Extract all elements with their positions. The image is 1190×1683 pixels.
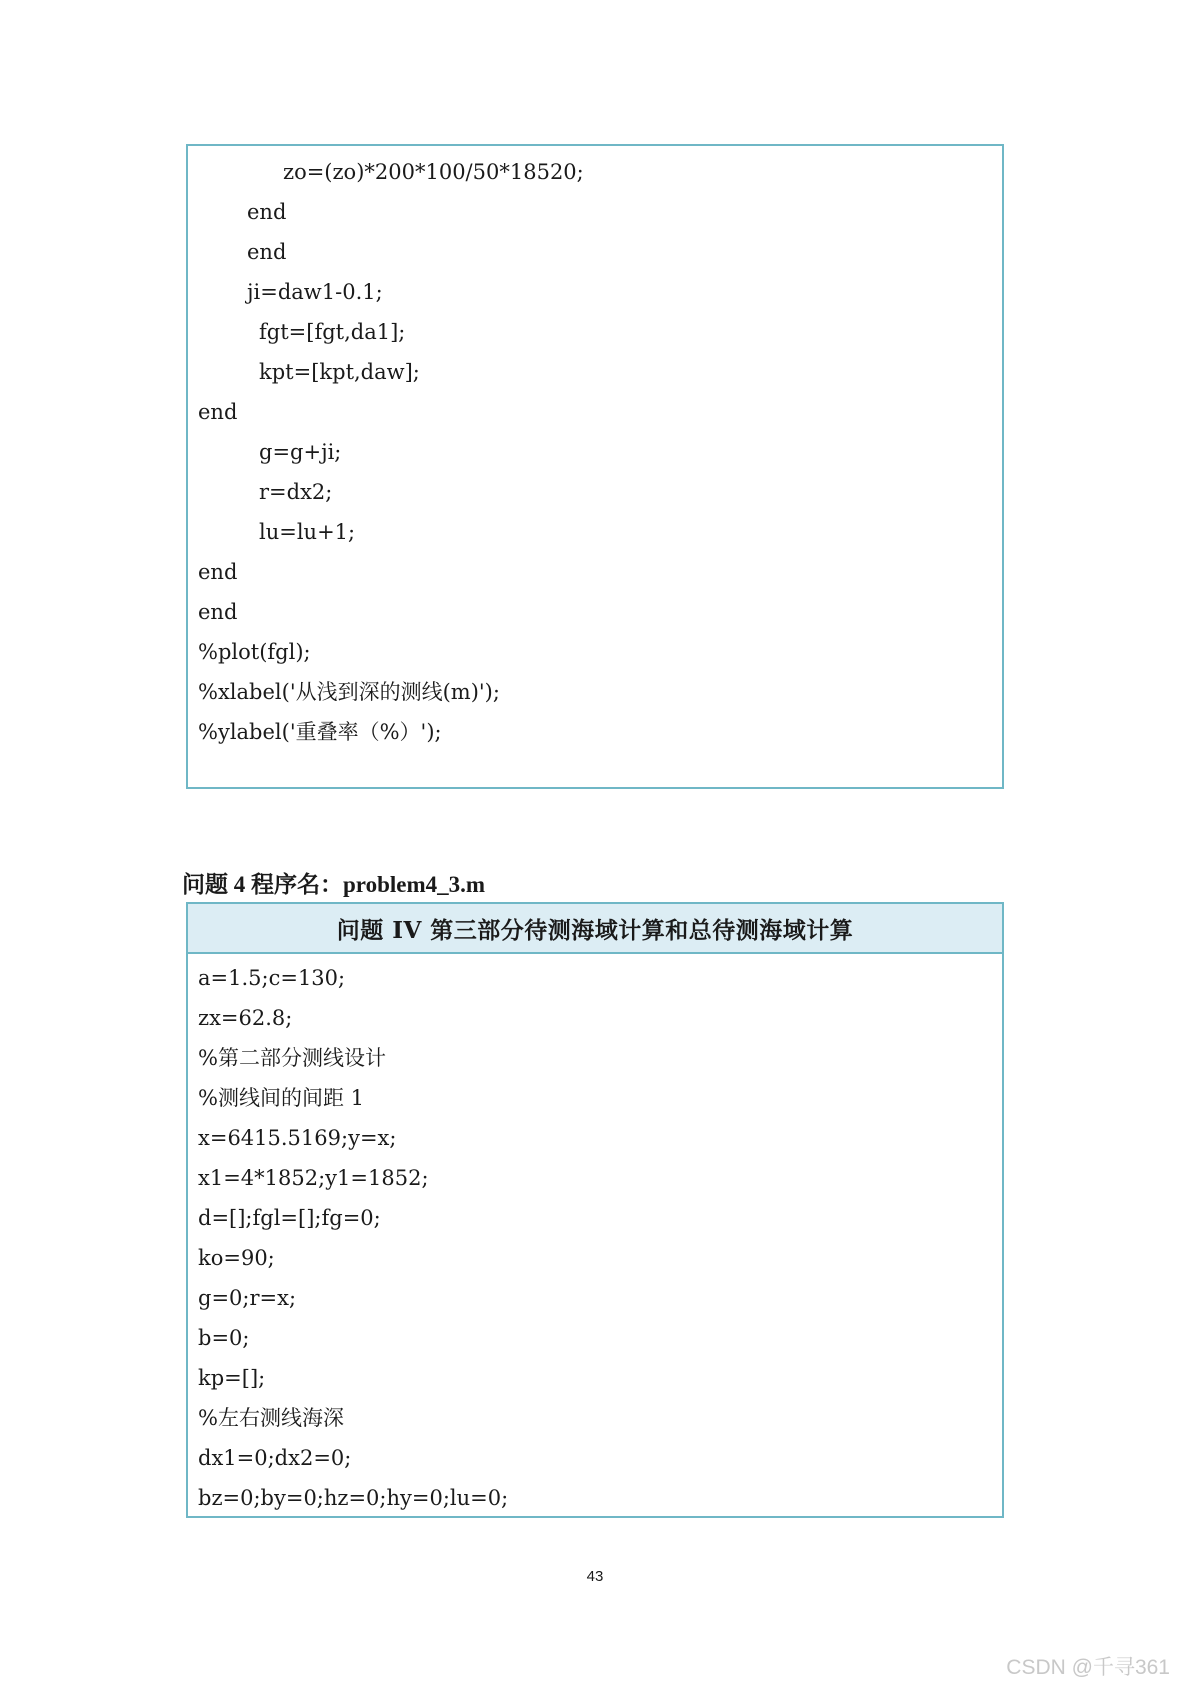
code-line: %第二部分测线设计 <box>198 1046 386 1070</box>
code-line: bz=0;by=0;hz=0;hy=0;lu=0; <box>198 1486 509 1510</box>
code-line: %plot(fgl); <box>198 640 311 664</box>
code-block-1-lines <box>188 146 1002 752</box>
code-line: ji=daw1-0.1; <box>247 280 383 304</box>
code-line: dx1=0;dx2=0; <box>198 1446 352 1470</box>
code-block-2-lines <box>188 954 1002 1518</box>
code-line: g=g+ji; <box>259 440 342 464</box>
code-block-2 <box>186 902 1004 1518</box>
code-line: kp=[]; <box>198 1366 266 1390</box>
code-line: zx=62.8; <box>198 1006 293 1030</box>
code-line: %左右测线海深 <box>198 1406 344 1430</box>
code-line: lu=lu+1; <box>259 520 356 544</box>
code-line: end <box>198 400 238 424</box>
code-line: d=[];fgl=[];fg=0; <box>198 1206 381 1230</box>
code-line: r=dx2; <box>259 480 333 504</box>
code-block-2-header: 问题 IV 第三部分待测海域计算和总待测海域计算 <box>188 904 1002 954</box>
code-line: %xlabel('从浅到深的测线(m)'); <box>198 680 500 704</box>
code-line: end <box>198 560 238 584</box>
code-line: ko=90; <box>198 1246 275 1270</box>
code-line: end <box>247 240 287 264</box>
code-block-1 <box>186 144 1004 789</box>
code-line: zo=(zo)*200*100/50*18520; <box>283 160 584 184</box>
code-line: fgt=[fgt,da1]; <box>259 320 406 344</box>
code-line: end <box>198 600 238 624</box>
program-caption: 问题 4 程序名：problem4_3.m <box>182 872 486 897</box>
code-line: a=1.5;c=130; <box>198 966 346 990</box>
code-line: %测线间的间距 1 <box>198 1086 364 1110</box>
watermark: CSDN @千寻361 <box>1006 1656 1170 1679</box>
code-line: end <box>247 200 287 224</box>
code-line: b=0; <box>198 1326 250 1350</box>
code-line: x=6415.5169;y=x; <box>198 1126 397 1150</box>
code-line: kpt=[kpt,daw]; <box>259 360 420 384</box>
code-line: g=0;r=x; <box>198 1286 297 1310</box>
code-line: x1=4*1852;y1=1852; <box>198 1166 429 1190</box>
page-number: 43 <box>586 1568 604 1585</box>
code-line: %ylabel('重叠率（%）'); <box>198 720 442 744</box>
